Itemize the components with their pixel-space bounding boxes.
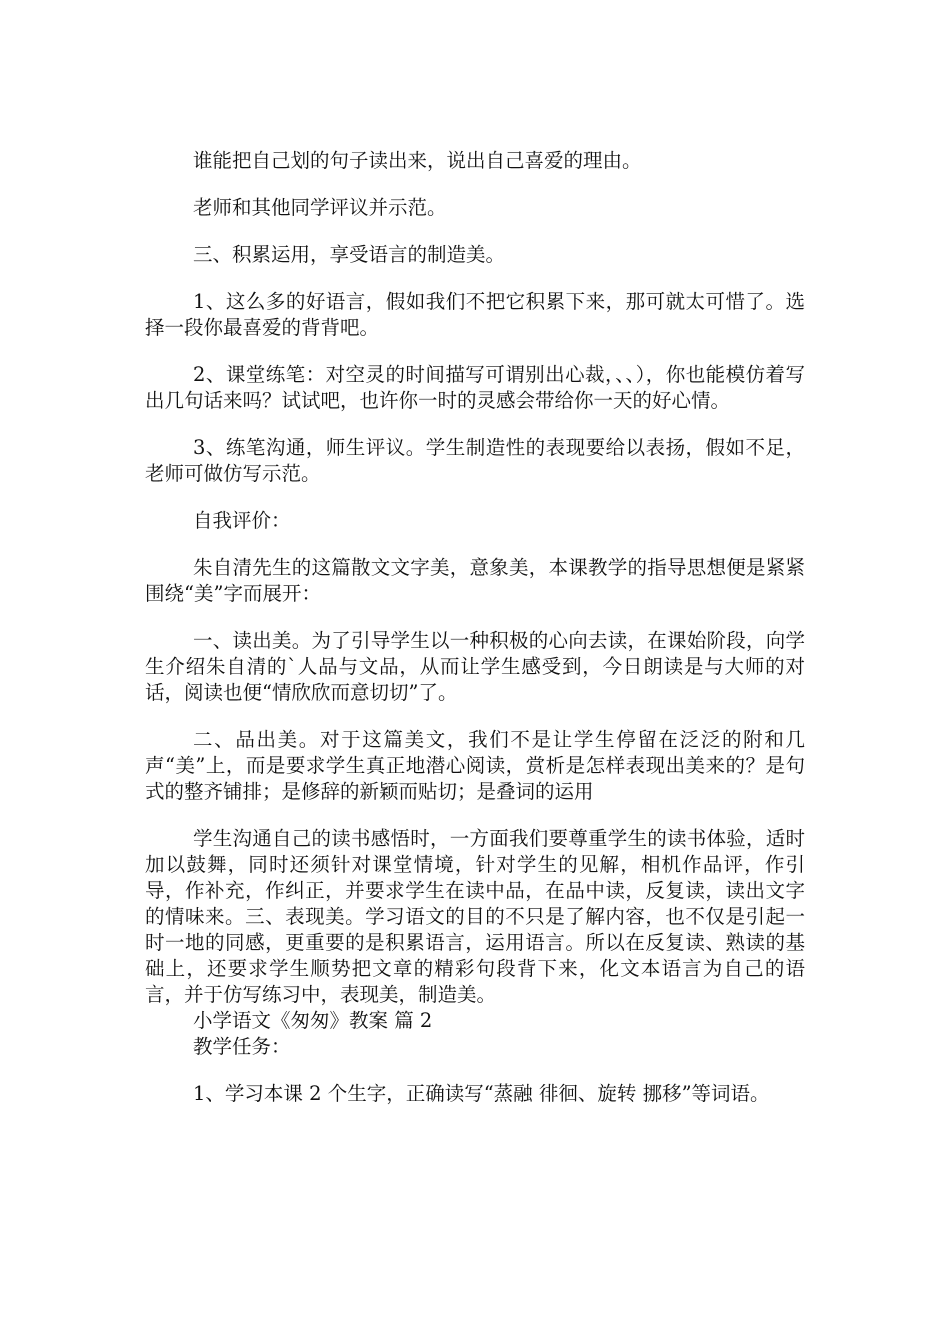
document-page (145, 148, 805, 1107)
section-heading-accumulate: 三、积累运用，享受语言的制造美。 (193, 243, 506, 266)
paragraph-student-exchange: 学生沟通自己的读书感悟时，一方面我们要尊重学生的读书体验，适时加以鼓舞，同时还须针对课堂情境，针对学生的见解，相机作品评，作引导，作补充，作纠正，并要求学生在读中品，在品中读，反复读，读出文字的情味来。三、表现美。学习语文的目的不只是了解内容，也不仅是引起一时一地的同感，更重要的是积累语言，运用语言。所以在反复读、熟读的基础上，还要求学生顺势把文章的精彩句段背下来，化文本语言为自己的语言，并于仿写练习中，表现美，制造美。 (145, 827, 805, 1006)
lesson-title-part-2: 小学语文《匆匆》教案 篇 2 (193, 1009, 433, 1032)
paragraph-teacher-review: 老师和其他同学评议并示范。 (193, 196, 447, 219)
paragraph-evaluation-intro: 朱自清先生的这篇散文文字美，意象美，本课教学的指导思想便是紧紧围绕“美”字而展开： (145, 556, 805, 605)
paragraph-step-1: 1、这么多的好语言，假如我们不把它积累下来，那可就太可惜了。选择一段你最喜爱的背背吧。 (145, 290, 805, 339)
paragraph-read-sentences: 谁能把自己划的句子读出来，说出自己喜爱的理由。 (193, 149, 642, 172)
paragraph-step-3: 3、练笔沟通，师生评议。学生制造性的表现要给以表扬，假如不足，老师可做仿写示范。 (145, 436, 805, 485)
paragraph-read-beauty: 一、读出美。为了引导学生以一种积极的心向去读，在课始阶段，向学生介绍朱自清的`人品与文品，从而让学生感受到，今日朗读是与大师的对话，阅读也便“情欣欣而意切切”了。 (145, 629, 805, 704)
heading-teaching-tasks: 教学任务： (193, 1035, 291, 1058)
heading-self-evaluation: 自我评价： (193, 509, 291, 532)
paragraph-taste-beauty: 二、品出美。对于这篇美文，我们不是让学生停留在泛泛的附和几声“美”上，而是要求学生真正地潜心阅读，赏析是怎样表现出美来的？是句式的整齐铺排；是修辞的新颖而贴切；是叠词的运用 (145, 728, 805, 803)
paragraph-task-1: 1、学习本课 2 个生字，正确读写“蒸融 徘徊、旋转 挪移”等词语。 (193, 1082, 770, 1105)
paragraph-step-2: 2、课堂练笔：对空灵的时间描写可谓别出心裁，、、），你也能模仿着写出几句话来吗？试试吧，也许你一时的灵感会带给你一天的好心情。 (145, 363, 805, 412)
